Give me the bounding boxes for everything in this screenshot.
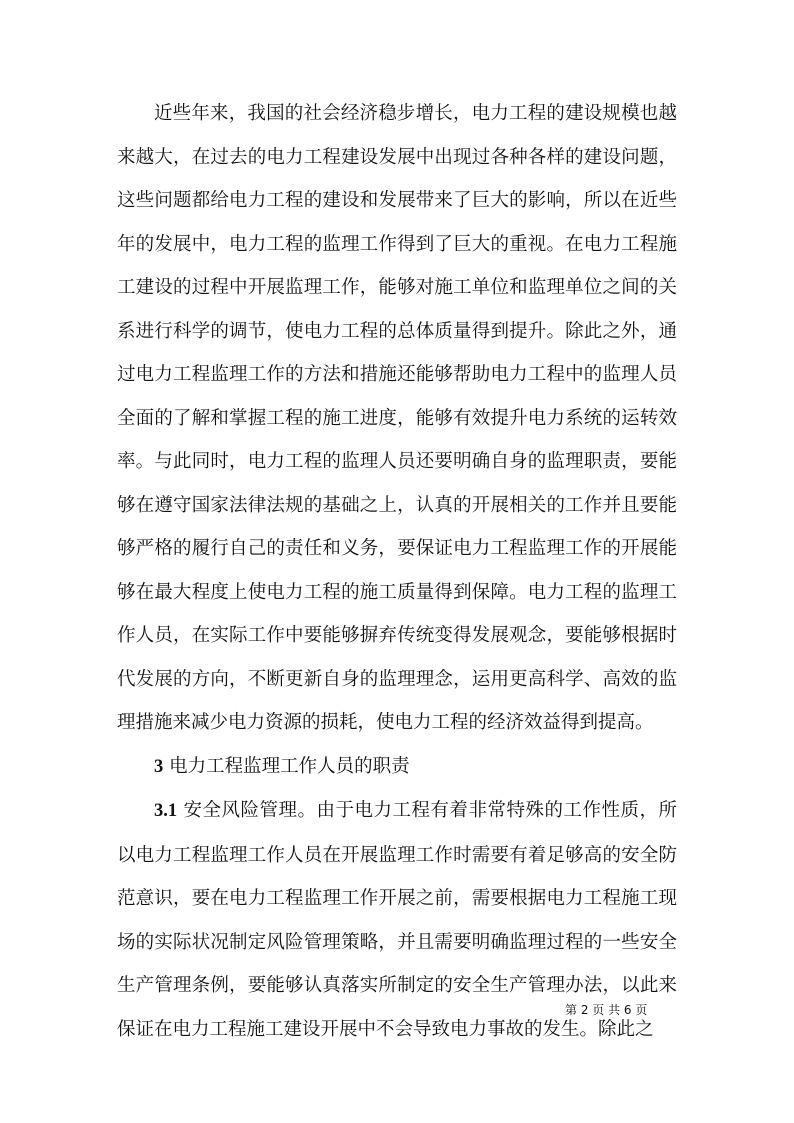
document-body xyxy=(117,92,677,1051)
subsection-text: 安全风险管理。由于电力工程有着非常特殊的工作性质，所以电力工程监理工作人员在开展监理工作时需要有着足够高的安全防范意识，要在电力工程监理工作开展之前，需要根据电力工程施工现场的实际状况制定风险管理策略，并且需要明确监理过程的一些安全生产管理条例，要能够认真落实所制定的安全生产管理办法，以此来保证在电力工程施工建设开展中不会导致电力事故的发生。除此之 xyxy=(117,800,677,1040)
body-paragraph-intro: 近些年来，我国的社会经济稳步增长，电力工程的建设规模也越来越大，在过去的电力工程建设发展中出现过各种各样的建设问题，这些问题都给电力工程的建设和发展带来了巨大的影响，所以在近些年的发展中，电力工程的监理工作得到了巨大的重视。在电力工程施工建设的过程中开展监理工作，能够对施工单位和监理单位之间的关系进行科学的调节，使电力工程的总体质量得到提升。除此之外，通过电力工程监理工作的方法和措施还能够帮助电力工程中的监理人员全面的了解和掌握工程的施工进度，能够有效提升电力系统的运转效率。与此同时，电力工程的监理人员还要明确自身的监理职责，要能够在遵守国家法律法规的基础之上，认真的开展相关的工作并且要能够严格的履行自己的责任和义务，要保证电力工程监理工作的开展能够在最大程度上使电力工程的施工质量得到保障。电力工程的监理工作人员，在实际工作中要能够摒弃传统变得发展观念，要能够根据时代发展的方向，不断更新自身的监理理念，运用更高科学、高效的监理措施来减少电力资源的损耗，使电力工程的经济效益得到提高。 xyxy=(117,103,677,733)
section-heading-3 xyxy=(117,745,677,790)
page-number-footer: 第 2 页 共 6 页 xyxy=(565,1003,648,1017)
section-heading-number: 3 xyxy=(154,756,164,777)
section-heading-title: 电力工程监理工作人员的职责 xyxy=(169,755,410,777)
subsection-number: 3.1 xyxy=(154,801,178,821)
